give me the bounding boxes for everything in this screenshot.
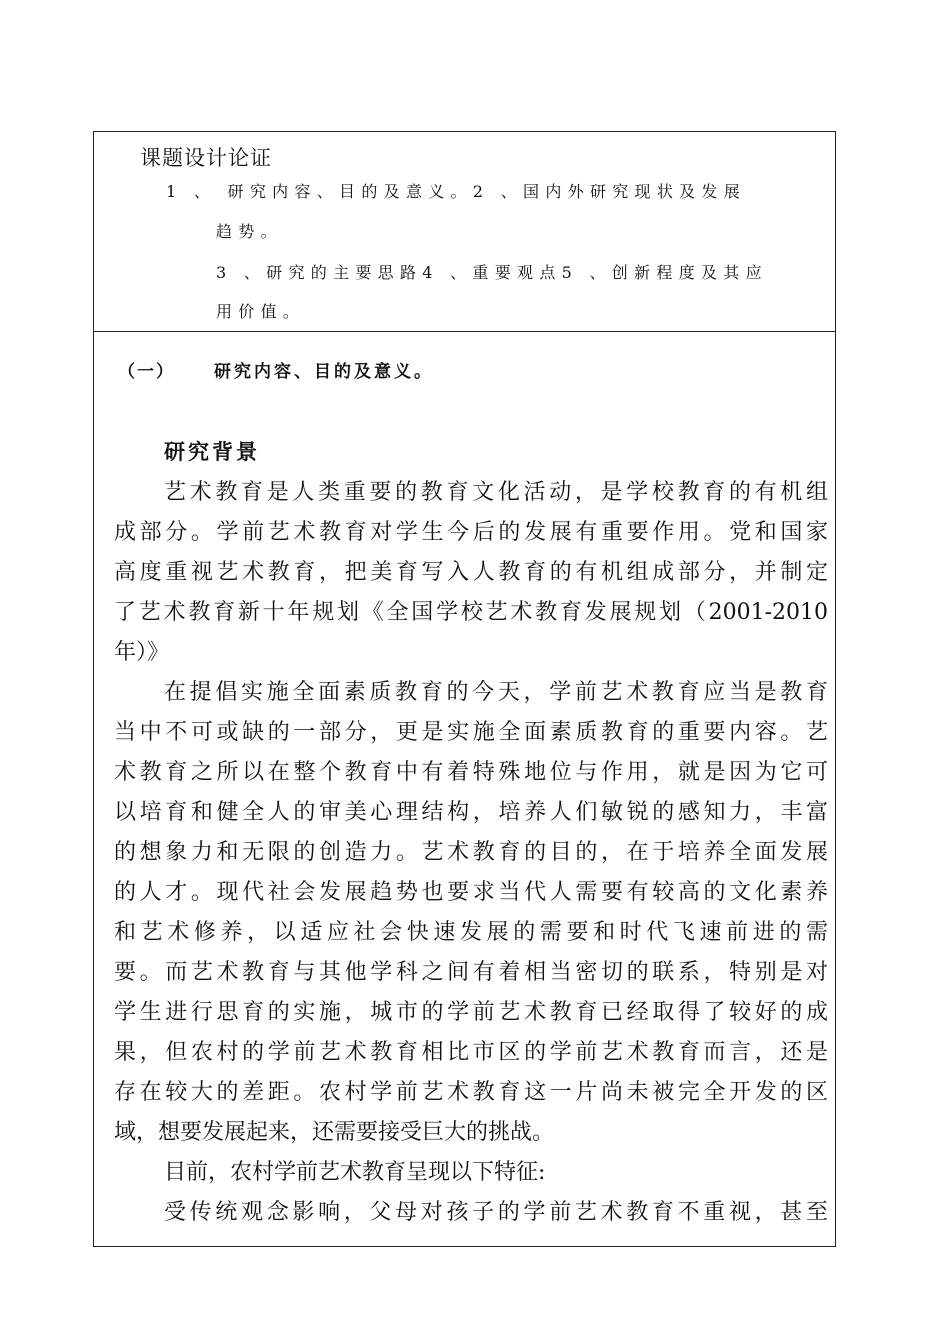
body-line: 和艺术修养，以适应社会快速发展的需要和时代飞速前进的需 bbox=[114, 920, 828, 945]
body-line: 艺术教育是人类重要的教育文化活动，是学校教育的有机组 bbox=[164, 480, 828, 505]
section-number: （一） bbox=[118, 362, 175, 382]
body-line: 目前，农村学前艺术教育呈现以下特征: bbox=[164, 1160, 546, 1185]
body-line: 果，但农村的学前艺术教育相比市区的学前艺术教育而言，还是 bbox=[114, 1040, 828, 1065]
body-line: 的想象力和无限的创造力。艺术教育的目的，在于培养全面发展 bbox=[114, 840, 828, 865]
body-line: 以培育和健全人的审美心理结构，培养人们敏锐的感知力，丰富 bbox=[114, 800, 828, 825]
guide-line: 3 、研究的主要思路4 、重要观点5 、创新程度及其应 bbox=[216, 263, 768, 282]
body-line: 年）》 bbox=[114, 640, 170, 665]
body-line: 在提倡实施全面素质教育的今天，学前艺术教育应当是教育 bbox=[164, 680, 828, 705]
guide-line: 用价值。 bbox=[216, 302, 306, 321]
body-line: 了艺术教育新十年规划《全国学校艺术教育发展规划（2001-2010 bbox=[114, 600, 828, 625]
table-divider bbox=[94, 331, 835, 332]
body-line: 的人才。现代社会发展趋势也要求当代人需要有较高的文化素养 bbox=[114, 880, 828, 905]
guide-line: 趋势。 bbox=[216, 222, 283, 241]
form-header-title: 课题设计论证 bbox=[140, 146, 272, 170]
section-heading bbox=[118, 357, 434, 382]
guide-line: 1 、 研究内容、目的及意义。2 、国内外研究现状及发展 bbox=[166, 182, 747, 201]
body-line: 术教育之所以在整个教育中有着特殊地位与作用，就是因为它可 bbox=[114, 760, 828, 785]
section-title: 研究内容、目的及意义。 bbox=[214, 362, 434, 382]
body-line: 高度重视艺术教育，把美育写入人教育的有机组成部分，并制定 bbox=[114, 560, 828, 585]
subheading: 研究背景 bbox=[164, 440, 260, 464]
body-line: 学生进行思育的实施，城市的学前艺术教育已经取得了较好的成 bbox=[114, 1000, 828, 1025]
body-line: 当中不可或缺的一部分，更是实施全面素质教育的重要内容。艺 bbox=[114, 720, 828, 745]
body-line: 存在较大的差距。农村学前艺术教育这一片尚未被完全开发的区 bbox=[114, 1080, 828, 1105]
document-form-frame bbox=[93, 131, 836, 1247]
body-line: 要。而艺术教育与其他学科之间有着相当密切的联系，特别是对 bbox=[114, 960, 828, 985]
body-line: 受传统观念影响，父母对孩子的学前艺术教育不重视，甚至 bbox=[164, 1200, 828, 1225]
body-line: 域，想要发展起来，还需要接受巨大的挑战。 bbox=[114, 1120, 555, 1145]
body-line: 成部分。学前艺术教育对学生今后的发展有重要作用。党和国家 bbox=[114, 520, 828, 545]
